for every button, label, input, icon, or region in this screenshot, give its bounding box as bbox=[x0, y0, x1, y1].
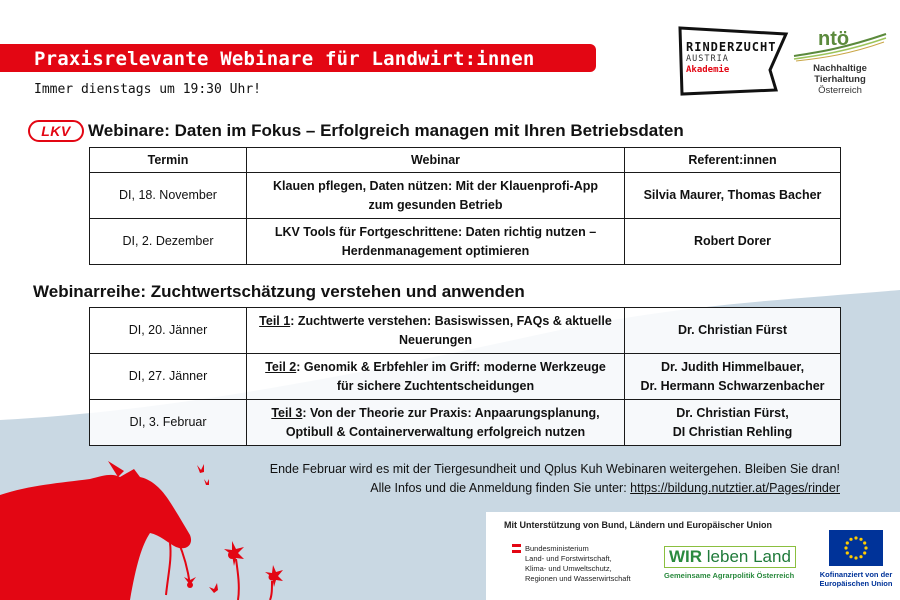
table-row bbox=[90, 308, 841, 354]
row-webinar-text: : Genomik & Erbfehler im Griff: moderne Werkzeuge für sichere Zuchtentscheidungen bbox=[296, 359, 606, 393]
footer-line2-prefix: Alle Infos und die Anmeldung finden Sie unter: bbox=[370, 481, 631, 495]
section1-title: Webinare: Daten im Fokus – Erfolgreich managen mit Ihren Betriebsdaten bbox=[88, 121, 684, 140]
table-row bbox=[90, 400, 841, 446]
ministry-line3: Klima- und Umweltschutz, bbox=[525, 564, 612, 573]
title-banner bbox=[0, 44, 596, 72]
nto-line2: Tierhaltung bbox=[814, 74, 866, 85]
ministry-line1: Bundesministerium bbox=[525, 544, 589, 553]
table-row bbox=[90, 354, 841, 400]
wir-prefix: WIR bbox=[669, 547, 703, 566]
row-date: DI, 2. Dezember bbox=[90, 219, 247, 265]
eu-line2: Europäischen Union bbox=[819, 579, 893, 588]
table-row bbox=[90, 219, 841, 265]
header-referent: Referent:innen bbox=[625, 148, 841, 173]
ministry-line4: Regionen und Wasserwirtschaft bbox=[525, 574, 631, 583]
footer-line1: Ende Februar wird es mit der Tiergesundheit und Qplus Kuh Webinaren weitergehen. Bleiben Sie dran! bbox=[269, 462, 840, 476]
wir-subtitle: Gemeinsame Agrarpolitik Österreich bbox=[664, 571, 795, 580]
row-speaker-2: Dr. Hermann Schwarzenbacher bbox=[640, 378, 825, 393]
row-date: DI, 20. Jänner bbox=[90, 308, 247, 354]
eu-caption bbox=[816, 570, 896, 588]
ministry-line2: Land- und Forstwirtschaft, bbox=[525, 554, 612, 563]
support-heading: Mit Unterstützung von Bund, Ländern und Europäischer Union bbox=[504, 520, 772, 530]
row-speakers: Silvia Maurer, Thomas Bacher bbox=[625, 173, 841, 219]
row-speaker-2: DI Christian Rehling bbox=[672, 424, 793, 439]
row-webinar: Klauen pflegen, Daten nützen: Mit der Klauenprofi-App zum gesunden Betrieb bbox=[247, 173, 625, 219]
lkv-logo bbox=[28, 120, 84, 142]
wir-main bbox=[664, 546, 794, 568]
row-speakers: Robert Dorer bbox=[625, 219, 841, 265]
wir-leben-land-logo bbox=[664, 546, 794, 580]
row-speakers bbox=[625, 400, 841, 446]
nto-brand: ntö bbox=[818, 28, 850, 50]
row-webinar bbox=[247, 400, 625, 446]
row-webinar bbox=[247, 354, 625, 400]
rinderzucht-logo bbox=[678, 24, 790, 96]
eu-flag-icon bbox=[829, 530, 883, 566]
row-speaker-1: Dr. Judith Himmelbauer, bbox=[660, 359, 805, 374]
row-speaker-1: Dr. Christian Fürst bbox=[677, 323, 788, 337]
row-speakers bbox=[625, 354, 841, 400]
row-webinar-text: : Zuchtwerte verstehen: Basiswissen, FAQs & aktuelle Neuerungen bbox=[290, 313, 612, 347]
schedule-table-2 bbox=[89, 307, 841, 446]
nto-line3: Österreich bbox=[818, 85, 862, 96]
row-part: Teil 2 bbox=[265, 359, 297, 374]
header-webinar: Webinar bbox=[247, 148, 625, 173]
row-speakers bbox=[625, 308, 841, 354]
footer-note bbox=[270, 460, 840, 498]
nto-logo bbox=[790, 26, 890, 96]
footer-line2 bbox=[270, 479, 840, 498]
section1-heading bbox=[28, 120, 684, 142]
eu-stars-icon bbox=[829, 530, 883, 566]
cow-illustration bbox=[0, 455, 300, 600]
section2-title: Webinarreihe: Zuchtwertschätzung verstehen und anwenden bbox=[33, 282, 525, 301]
table-header-row bbox=[90, 148, 841, 173]
schedule-table-1 bbox=[89, 147, 841, 265]
page-title: Praxisrelevante Webinare für Landwirt:innen bbox=[34, 48, 535, 70]
ministry-text bbox=[525, 544, 631, 584]
nto-line1: Nachhaltige bbox=[813, 63, 867, 74]
row-webinar: LKV Tools für Fortgeschrittene: Daten richtig nutzen – Herdenmanagement optimieren bbox=[247, 219, 625, 265]
austria-flag-icon bbox=[512, 544, 521, 553]
row-webinar bbox=[247, 308, 625, 354]
wir-suffix: leben Land bbox=[702, 547, 791, 566]
table-row bbox=[90, 173, 841, 219]
rinderzucht-line2: AUSTRIA bbox=[686, 54, 729, 64]
eu-logo bbox=[816, 530, 896, 588]
row-part: Teil 1 bbox=[259, 313, 291, 328]
lkv-logo-text: LKV bbox=[41, 123, 71, 139]
eu-line1: Kofinanziert von der bbox=[819, 570, 893, 579]
row-part: Teil 3 bbox=[271, 405, 303, 420]
row-webinar-text: : Von der Theorie zur Praxis: Anpaarungsplanung, Optibull & Containerverwaltung erfolgreich nutzen bbox=[285, 405, 600, 439]
header-termin: Termin bbox=[90, 148, 247, 173]
registration-link[interactable]: https://bildung.nutztier.at/Pages/rinder bbox=[630, 481, 840, 495]
row-speaker-1: Dr. Christian Fürst, bbox=[676, 405, 789, 420]
row-date: DI, 18. November bbox=[90, 173, 247, 219]
row-date: DI, 3. Februar bbox=[90, 400, 247, 446]
rinderzucht-line3: Akademie bbox=[686, 65, 730, 75]
row-date: DI, 27. Jänner bbox=[90, 354, 247, 400]
support-box bbox=[486, 512, 900, 600]
rinderzucht-line1: RINDERZUCHT bbox=[686, 40, 777, 54]
page-subtitle: Immer dienstags um 19:30 Uhr! bbox=[34, 82, 261, 97]
